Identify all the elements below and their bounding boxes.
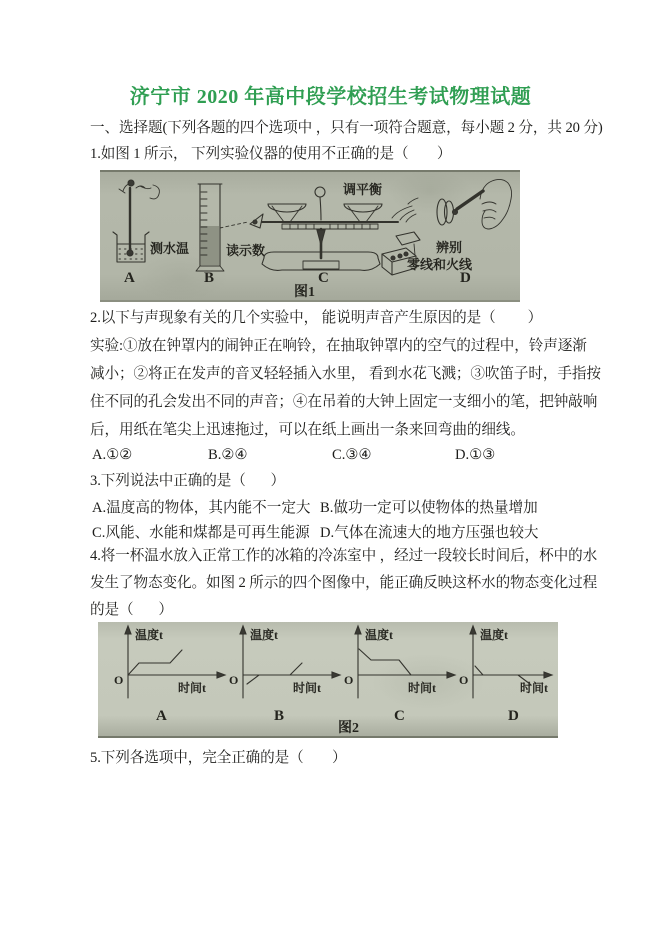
balance-scale-sketch [262,182,420,286]
figure2-caption: 图2 [338,721,359,736]
figure1-b-label: 读示数 [226,243,266,258]
figure1-a-letter: A [124,270,136,286]
figure1-caption: 图1 [294,285,315,300]
q2-option-d: D.①③ [455,447,496,463]
q2-option-b: B.②④ [208,447,248,463]
question-2-line1: 2.以下与声现象有关的几个实验中， 能说明声音产生原因的是（ ） [90,310,543,326]
sight-line [220,222,248,228]
question-4-line2: 发生了物态变化。如图 2 所示的四个图像中，能正确反映这杯水的物态变化过程 [90,575,598,591]
question-3-text: 3.下列说法中正确的是（ ） [90,473,286,489]
graph-b-ylabel: 温度t [250,628,278,642]
graph-b-xlabel: 时间t [293,681,321,695]
q2-option-c: C.③④ [332,447,372,463]
graph-a-letter: A [156,708,168,724]
graph-a-ylabel: 温度t [135,628,163,642]
graph-c-ylabel: 温度t [365,628,393,642]
figure1-d-letter: D [460,270,472,286]
graph-c-curve [359,649,411,675]
thermometer-in-beaker-sketch [113,180,189,286]
graph-a-curve [128,650,182,675]
q3-option-c: C.风能、水能和煤都是可再生能源 [92,525,310,541]
graph-a [114,626,225,724]
question-2-line2: 实验:①放在钟罩内的闹钟正在响铃，在抽取钟罩内的空气的过程中，铃声逐渐 [90,338,587,354]
question-2-line3: 减小；②将正在发声的音叉轻轻插入水里， 看到水花飞溅；③吹笛子时，手指按 [90,366,601,382]
graph-d [459,626,552,724]
question-2-line5: 后，用纸在笔尖上迅速拖过，可以在纸上画出一条来回弯曲的细线。 [90,422,525,438]
q3-option-b: B.做功一定可以使物体的热量增加 [320,500,538,516]
graph-d-xlabel: 时间t [520,681,548,695]
figure1-a-label: 测水温 [150,241,190,256]
question-5-text: 5.下列各选项中，完全正确的是（ ） [90,750,347,766]
graph-a-xlabel: 时间t [178,681,206,695]
graph-a-origin: O [114,673,124,687]
graph-d-letter: D [508,708,520,724]
section-header: 一、选择题(下列各题的四个选项中 ，只有一项符合题意，每小题 2 分，共 20 分) [90,120,603,136]
question-1-text: 1.如图 1 所示， 下列实验仪器的使用不正确的是（ ） [90,146,452,162]
graph-c [344,626,455,724]
question-3-options-row2 [92,521,539,542]
question-3-options-row1 [92,496,538,517]
test-pen-socket-sketch [407,179,512,286]
figure-2-drawing [98,622,558,736]
figure1-c-label: 调平衡 [343,182,383,197]
figure-2 [98,622,558,738]
eye-icon [250,214,263,228]
graph-c-xlabel: 时间t [408,681,436,695]
q3-option-a: A.温度高的物体，其内能不一定大 [92,500,311,516]
graph-d-origin: O [459,673,469,687]
graduated-cylinder-sketch [196,184,265,286]
page-title: 济宁市 2020 年高中段学校招生考试物理试题 [129,86,532,108]
figure1-d-label-1: 辨别 [436,240,463,255]
figure1-c-letter: C [318,270,330,286]
graph-b-origin: O [229,673,239,687]
figure-1 [100,170,520,302]
hand-sketch [392,198,418,222]
figure-1-drawing [100,172,520,300]
graph-c-origin: O [344,673,354,687]
graph-b-letter: B [274,708,286,724]
hand-holding-pen-sketch [480,179,512,229]
q2-option-a: A.①② [92,447,133,463]
q3-option-d: D.气体在流速大的地方压强也较大 [320,525,539,541]
figure1-b-letter: B [204,270,216,286]
question-4-line3: 的是（ ） [90,602,173,618]
figure1-d-label-2: 零线和火线 [407,257,473,272]
graph-c-letter: C [394,708,406,724]
question-2-options [92,446,495,464]
graph-d-ylabel: 温度t [480,628,508,642]
graph-b [229,626,340,724]
question-2-line4: 住不同的孔会发出不同的声音；④在吊着的大钟上固定一支细小的笔，把钟敲响 [90,394,598,410]
question-4-line1: 4.将一杯温水放入正常工作的冰箱的冷冻室中 ，经过一段较长时间后，杯中的水 [90,548,598,564]
